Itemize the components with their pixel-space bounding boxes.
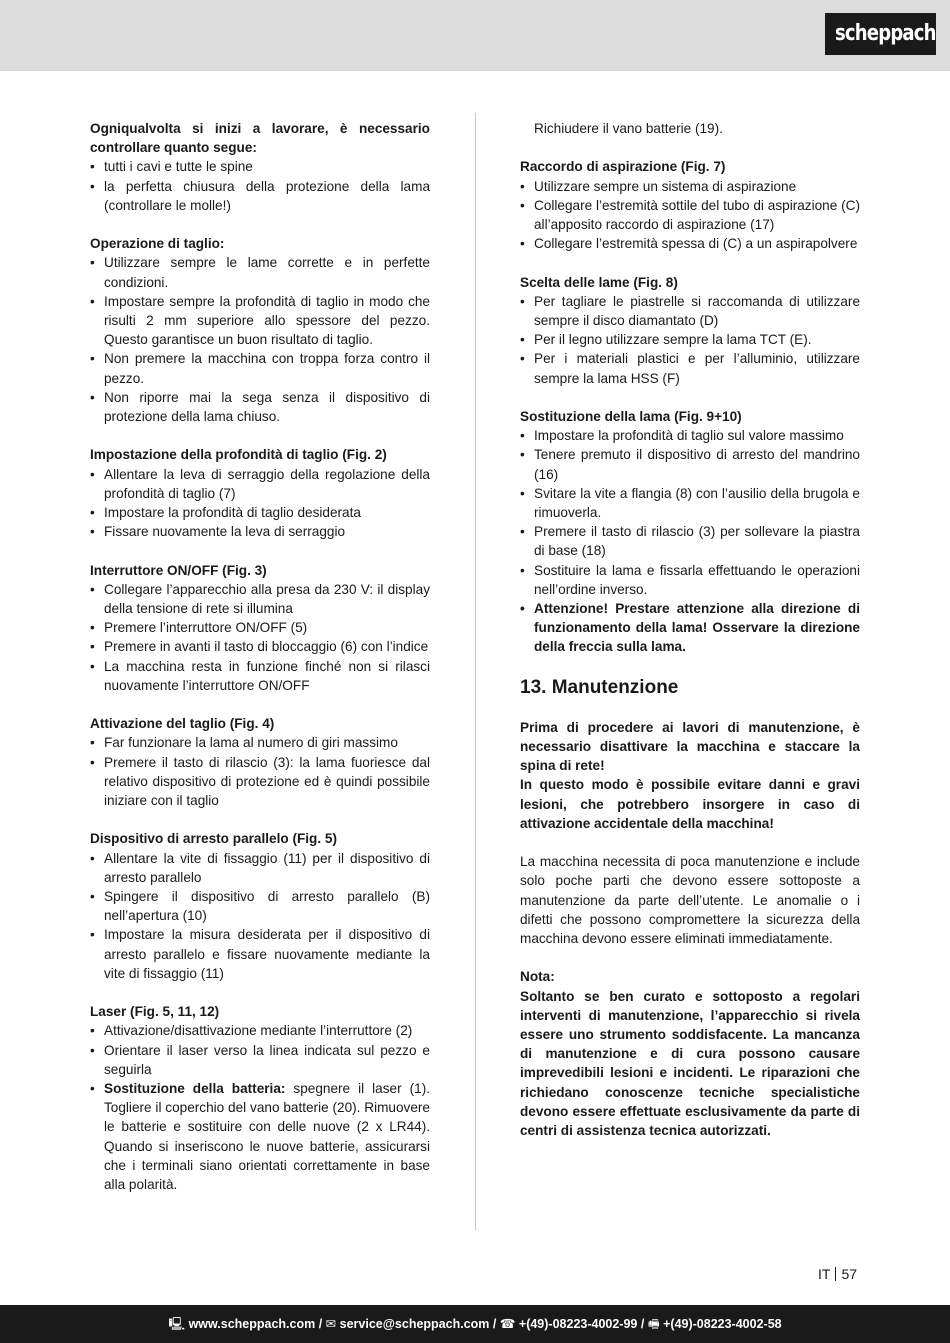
list-item: • Non riporre mai la sega senza il dispositivo di protezione della lama chiuso. [90,388,430,426]
section-heading: Attivazione del taglio (Fig. 4) [90,716,275,732]
list-item: • Fissare nuovamente la leva di serraggio [90,522,430,541]
section-heading: Interruttore ON/OFF (Fig. 3) [90,562,267,578]
email-icon: ✉ [325,1317,337,1331]
footer-fax: +(49)-08223-4002-58 [663,1317,782,1331]
battery-text: spegnere il laser (1). Togliere il coperchio del vano batterie (20). Rimuovere le batterie e sostituire con delle nuove (2 x LR44). Quando si inseriscono le nuove batterie, assicurarsi che i terminali siano orientati correttamente in base alla polarità. [104,1081,431,1193]
warning-item: • Attenzione! Prestare attenzione alla direzione di funzionamento della lama! Osservare la direzione della freccia sulla lama. [520,599,860,657]
list-item: • Per il legno utilizzare sempre la lama TCT (E). [520,330,860,349]
list-item: • Non premere la macchina con troppa forza contro il pezzo. [90,349,430,387]
section-heading: Ogniqualvolta si inizi a lavorare, è necessario controllare quanto segue: [90,121,430,156]
header-bar [0,0,950,71]
body-text: La macchina necessita di poca manutenzione e include solo poche parti che devono essere sottoposte a manutenzione da parte dell’utente. Le anomalie o i difetti che possono compromettere la sicurezza della macchina devono essere eliminati immediatamente. [520,854,860,947]
maintenance-warning [520,718,860,833]
section-parallel-stop [90,829,430,983]
page-number [818,1265,857,1283]
chapter-name: Manutenzione [551,676,679,698]
list-item: • Far funzionare la lama al numero di giri massimo [90,733,430,752]
computer-icon: 🖳 [168,1317,186,1331]
section-blade-replacement [520,407,860,657]
section-heading: Operazione di taglio: [90,236,225,252]
list-item: • Premere l’interruttore ON/OFF (5) [90,618,430,637]
list-item: • Per tagliare le piastrelle si raccomanda di utilizzare sempre il disco diamantato (D) [520,292,860,330]
list-item: • Attivazione/disattivazione mediante l’interruttore (2) [90,1021,430,1040]
list-item-battery [90,1079,430,1194]
list-item: • Utilizzare sempre le lame corrette e in perfette condizioni. [90,253,430,291]
fax-icon: 🖷 [647,1317,660,1331]
section-blade-choice [520,273,860,388]
phone-icon: ☎ [499,1317,516,1331]
list-item: • Premere il tasto di rilascio (3) per sollevare la piastra di base (18) [520,522,860,560]
list-item: • Sostituire la lama e fissarla effettuando le operazioni nell’ordine inverso. [520,561,860,599]
section-heading: Sostituzione della lama (Fig. 9+10) [520,409,742,424]
section-preliminary-checks [90,119,430,215]
section-heading: Laser (Fig. 5, 11, 12) [90,1004,220,1020]
list-item: • Per i materiali plastici e per l’alluminio, utilizzare sempre la lama HSS (F) [520,349,860,387]
footer-web[interactable]: www.scheppach.com / [188,1317,323,1331]
list-item: • Collegare l’estremità sottile del tubo di aspirazione (C) all’apposito raccordo di aspirazione (17) [520,196,860,234]
maintenance-paragraph [520,852,860,948]
column-divider [475,113,476,1230]
page-lang: IT [818,1266,831,1282]
list-item: • Collegare l’apparecchio alla presa da 230 V: il display della tensione di rete si illumina [90,580,430,618]
list-item: • Utilizzare sempre un sistema di aspirazione [520,177,860,196]
list-item: • Tenere premuto il dispositivo di arresto del mandrino (16) [520,445,860,483]
footer-bar [0,1305,950,1343]
section-heading: Impostazione della profondità di taglio (Fig. 2) [90,447,387,463]
note [520,967,860,1140]
chapter-number: 13. [520,676,547,698]
left-column [90,119,430,1213]
list-item: • la perfetta chiusura della protezione della lama (controllare le molle!) [90,177,430,215]
footer-phone: +(49)-08223-4002-99 / [518,1317,645,1331]
page-separator [835,1267,836,1281]
list-item: • Svitare la vite a flangia (8) con l’ausilio della brugola e rimuoverla. [520,484,860,522]
warning-text: In questo modo è possibile evitare danni e gravi lesioni, che potrebbero insorgere in caso di attivazione accidentale della macchina! [520,777,860,831]
list-item: • La macchina resta in funzione finché non si rilasci nuovamente l’interruttore ON/OFF [90,657,430,695]
list-item: • Impostare sempre la profondità di taglio in modo che risulti 2 mm superiore allo spessore del pezzo. Questo garantisce un buon risultato di taglio. [90,292,430,350]
list-item: • tutti i cavi e tutte le spine [90,157,430,176]
list-item: • Allentare la leva di serraggio della regolazione della profondità di taglio (7) [90,465,430,503]
list-item: • Premere il tasto di rilascio (3): la lama fuoriesce dal relativo dispositivo di protezione ed è quindi possibile iniziare con il taglio [90,753,430,811]
section-on-off-switch [90,561,430,695]
list-item: • Impostare la profondità di taglio sul valore massimo [520,426,860,445]
section-heading: Scelta delle lame (Fig. 8) [520,274,678,290]
list-item: • Spingere il dispositivo di arresto parallelo (B) nell’apertura (10) [90,887,430,925]
continuation [520,119,860,138]
list-item: • Allentare la vite di fissaggio (11) per il dispositivo di arresto parallelo [90,849,430,887]
list-item: • Premere in avanti il tasto di bloccaggio (6) con l’indice [90,637,430,656]
list-item: • Impostare la profondità di taglio desiderata [90,503,430,522]
note-heading: Nota: [520,969,555,985]
section-suction-connector [520,157,860,253]
list-item: • Impostare la misura desiderata per il dispositivo di arresto parallelo e fissare nuovamente mediante la vite di fissaggio (11) [90,925,430,983]
chapter-title [520,676,860,700]
section-cutting-depth [90,445,430,541]
footer-email[interactable]: service@scheppach.com / [339,1317,497,1331]
warning-text: Prima di procedere ai lavori di manutenzione, è necessario disattivare la macchina e staccare la spina di rete! [520,719,860,774]
battery-label: Sostituzione della batteria: [104,1081,286,1097]
list-item: • Orientare il laser verso la linea indicata sul pezzo e seguirla [90,1041,430,1079]
section-laser [90,1002,430,1194]
right-column [520,119,860,1159]
section-cut-activation [90,714,430,810]
scheppach-logo: scheppach [825,13,936,55]
continuation-text: Richiudere il vano batterie (19). [534,121,723,136]
note-text: Soltanto se ben curato e sottoposto a regolari interventi di manutenzione, l’apparecchio si rivela essere uno strumento soddisfacente. La mancanza di manutenzione e di cura possono causare imprevedibili lesioni e incidenti. Le riparazioni che richiedano conoscenze tecniche specialistiche devono essere effettuate esclusivamente da parte di centri di assistenza tecnica autorizzati. [520,988,860,1139]
section-cutting-operation [90,234,430,426]
section-heading: Raccordo di aspirazione (Fig. 7) [520,159,726,175]
section-heading: Dispositivo di arresto parallelo (Fig. 5) [90,831,338,847]
page-num: 57 [841,1266,858,1282]
list-item: • Collegare l’estremità spessa di (C) a un aspirapolvere [520,234,860,253]
